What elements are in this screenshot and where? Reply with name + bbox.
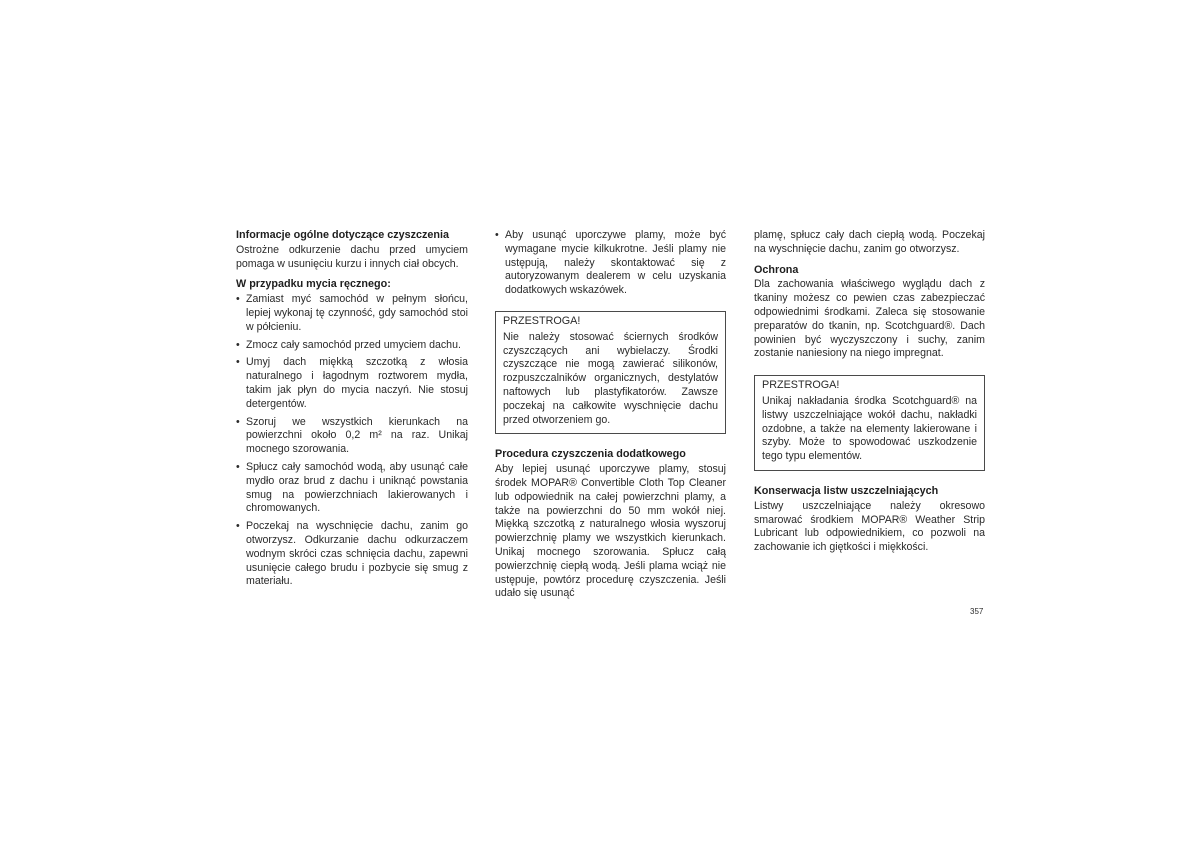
column-left [236,229,468,593]
seal-maintenance-heading: Konserwacja listw uszczelniających [754,484,939,497]
caution-box-cleaners [495,311,726,434]
manual-wash-list [236,293,468,589]
manual-wash-heading: W przypadku mycia ręcznego: [236,278,391,291]
caution-box-scotchguard [754,375,985,471]
column-middle [495,229,726,601]
list-item: • Umyj dach miękką szczotką z włosia naturalnego i łagodnym roztworem mydła, takim jak płyn do mycia naczyń. Nie stosuj detergentów. [236,356,468,411]
caution-text: Unikaj nakładania środka Scotchguard® na listwy uszczelniające wokół dachu, nakładki ozdobne, a także na elementy lakierowane i szyby. Może to spowodować uszkodzenie tego typu elementów. [762,394,977,463]
caution-title: PRZESTROGA! [503,314,581,327]
caution-title: PRZESTROGA! [762,379,840,392]
protection-heading: Ochrona [754,263,799,276]
list-item: • Aby usunąć uporczywe plamy, może być wymagane mycie kilkukrotne. Jeśli plamy nie ustępują, należy skontaktować się z autoryzowanym dealerem w celu uzyskania dodatkowych wskazówek. [495,229,726,298]
extra-cleaning-heading: Procedura czyszczenia dodatkowego [495,448,686,461]
list-item: • Szoruj we wszystkich kierunkach na powierzchni około 0,2 m² na raz. Unikaj mocnego szorowania. [236,416,468,457]
page-number: 357 [970,607,984,616]
caution-text: Nie należy stosować ściernych środków czyszczących ani wybielaczy. Środki czyszczące nie mogą zawierać silikonów, rozpuszczalników organicznych, destylatów naftowych lub plastyfikatorów. Zawsze poczekaj na całkowite wyschnięcie dachu przed otworzeniem go. [503,330,718,426]
general-cleaning-text: Ostrożne odkurzenie dachu przed umyciem pomaga w usunięciu kurzu i innych ciał obcych. [236,243,468,270]
stain-tip-list [495,229,726,298]
general-cleaning-heading: Informacje ogólne dotyczące czyszczenia [236,229,450,241]
seal-maintenance-text: Listwy uszczelniające należy okresowo smarować środkiem MOPAR® Weather Strip Lubricant lub odpowiednikiem, co pozwoli na zachowanie ich giętkości i miękkości. [754,499,985,554]
extra-cleaning-text: Aby lepiej usunąć uporczywe plamy, stosuj środek MOPAR® Convertible Cloth Top Cleaner lub odpowiednik na całej powierzchni plamy, a także na powierzchni do 50 mm wokół niej. Miękką szczotką z naturalnego włosia wyszoruj powierzchnię plamy we wszystkich kierunkach. Unikaj mocnego szorowania. Spłucz całą powierzchnię ciepłą wodą. Jeśli plama wciąż nie ustępuje, powtórz procedurę czyszczenia. Jeśli udało się usunąć [495,463,726,600]
list-item: • Poczekaj na wyschnięcie dachu, zanim go otworzysz. Odkurzanie dachu odkurzaczem wodnym skróci czas schnięcia dachu, zapewni usunięcie całego brudu i pozbycie się smug z materiału. [236,520,468,589]
continuation-text: plamę, spłucz cały dach ciepłą wodą. Poczekaj na wyschnięcie dachu, zanim go otworzysz. [754,229,985,255]
list-item: • Zmocz cały samochód przed umyciem dachu. [236,339,468,353]
list-item: • Zamiast myć samochód w pełnym słońcu, lepiej wykonaj tę czynność, gdy samochód stoi w półcieniu. [236,293,468,334]
list-item: • Spłucz cały samochód wodą, aby usunąć całe mydło oraz brud z dachu i uniknąć powstania smug na powierzchniach lakierowanych i chromowanych. [236,461,468,516]
protection-text: Dla zachowania właściwego wyglądu dach z tkaniny możesz co pewien czas zabezpieczać odpowiednimi środkami. Zaleca się stosowanie preparatów do tkanin, np. Scotchguard®. Dach powinien być wyczyszczony i suchy, zanim zostanie naniesiony na niego impregnat. [754,278,985,360]
column-right [754,229,985,555]
